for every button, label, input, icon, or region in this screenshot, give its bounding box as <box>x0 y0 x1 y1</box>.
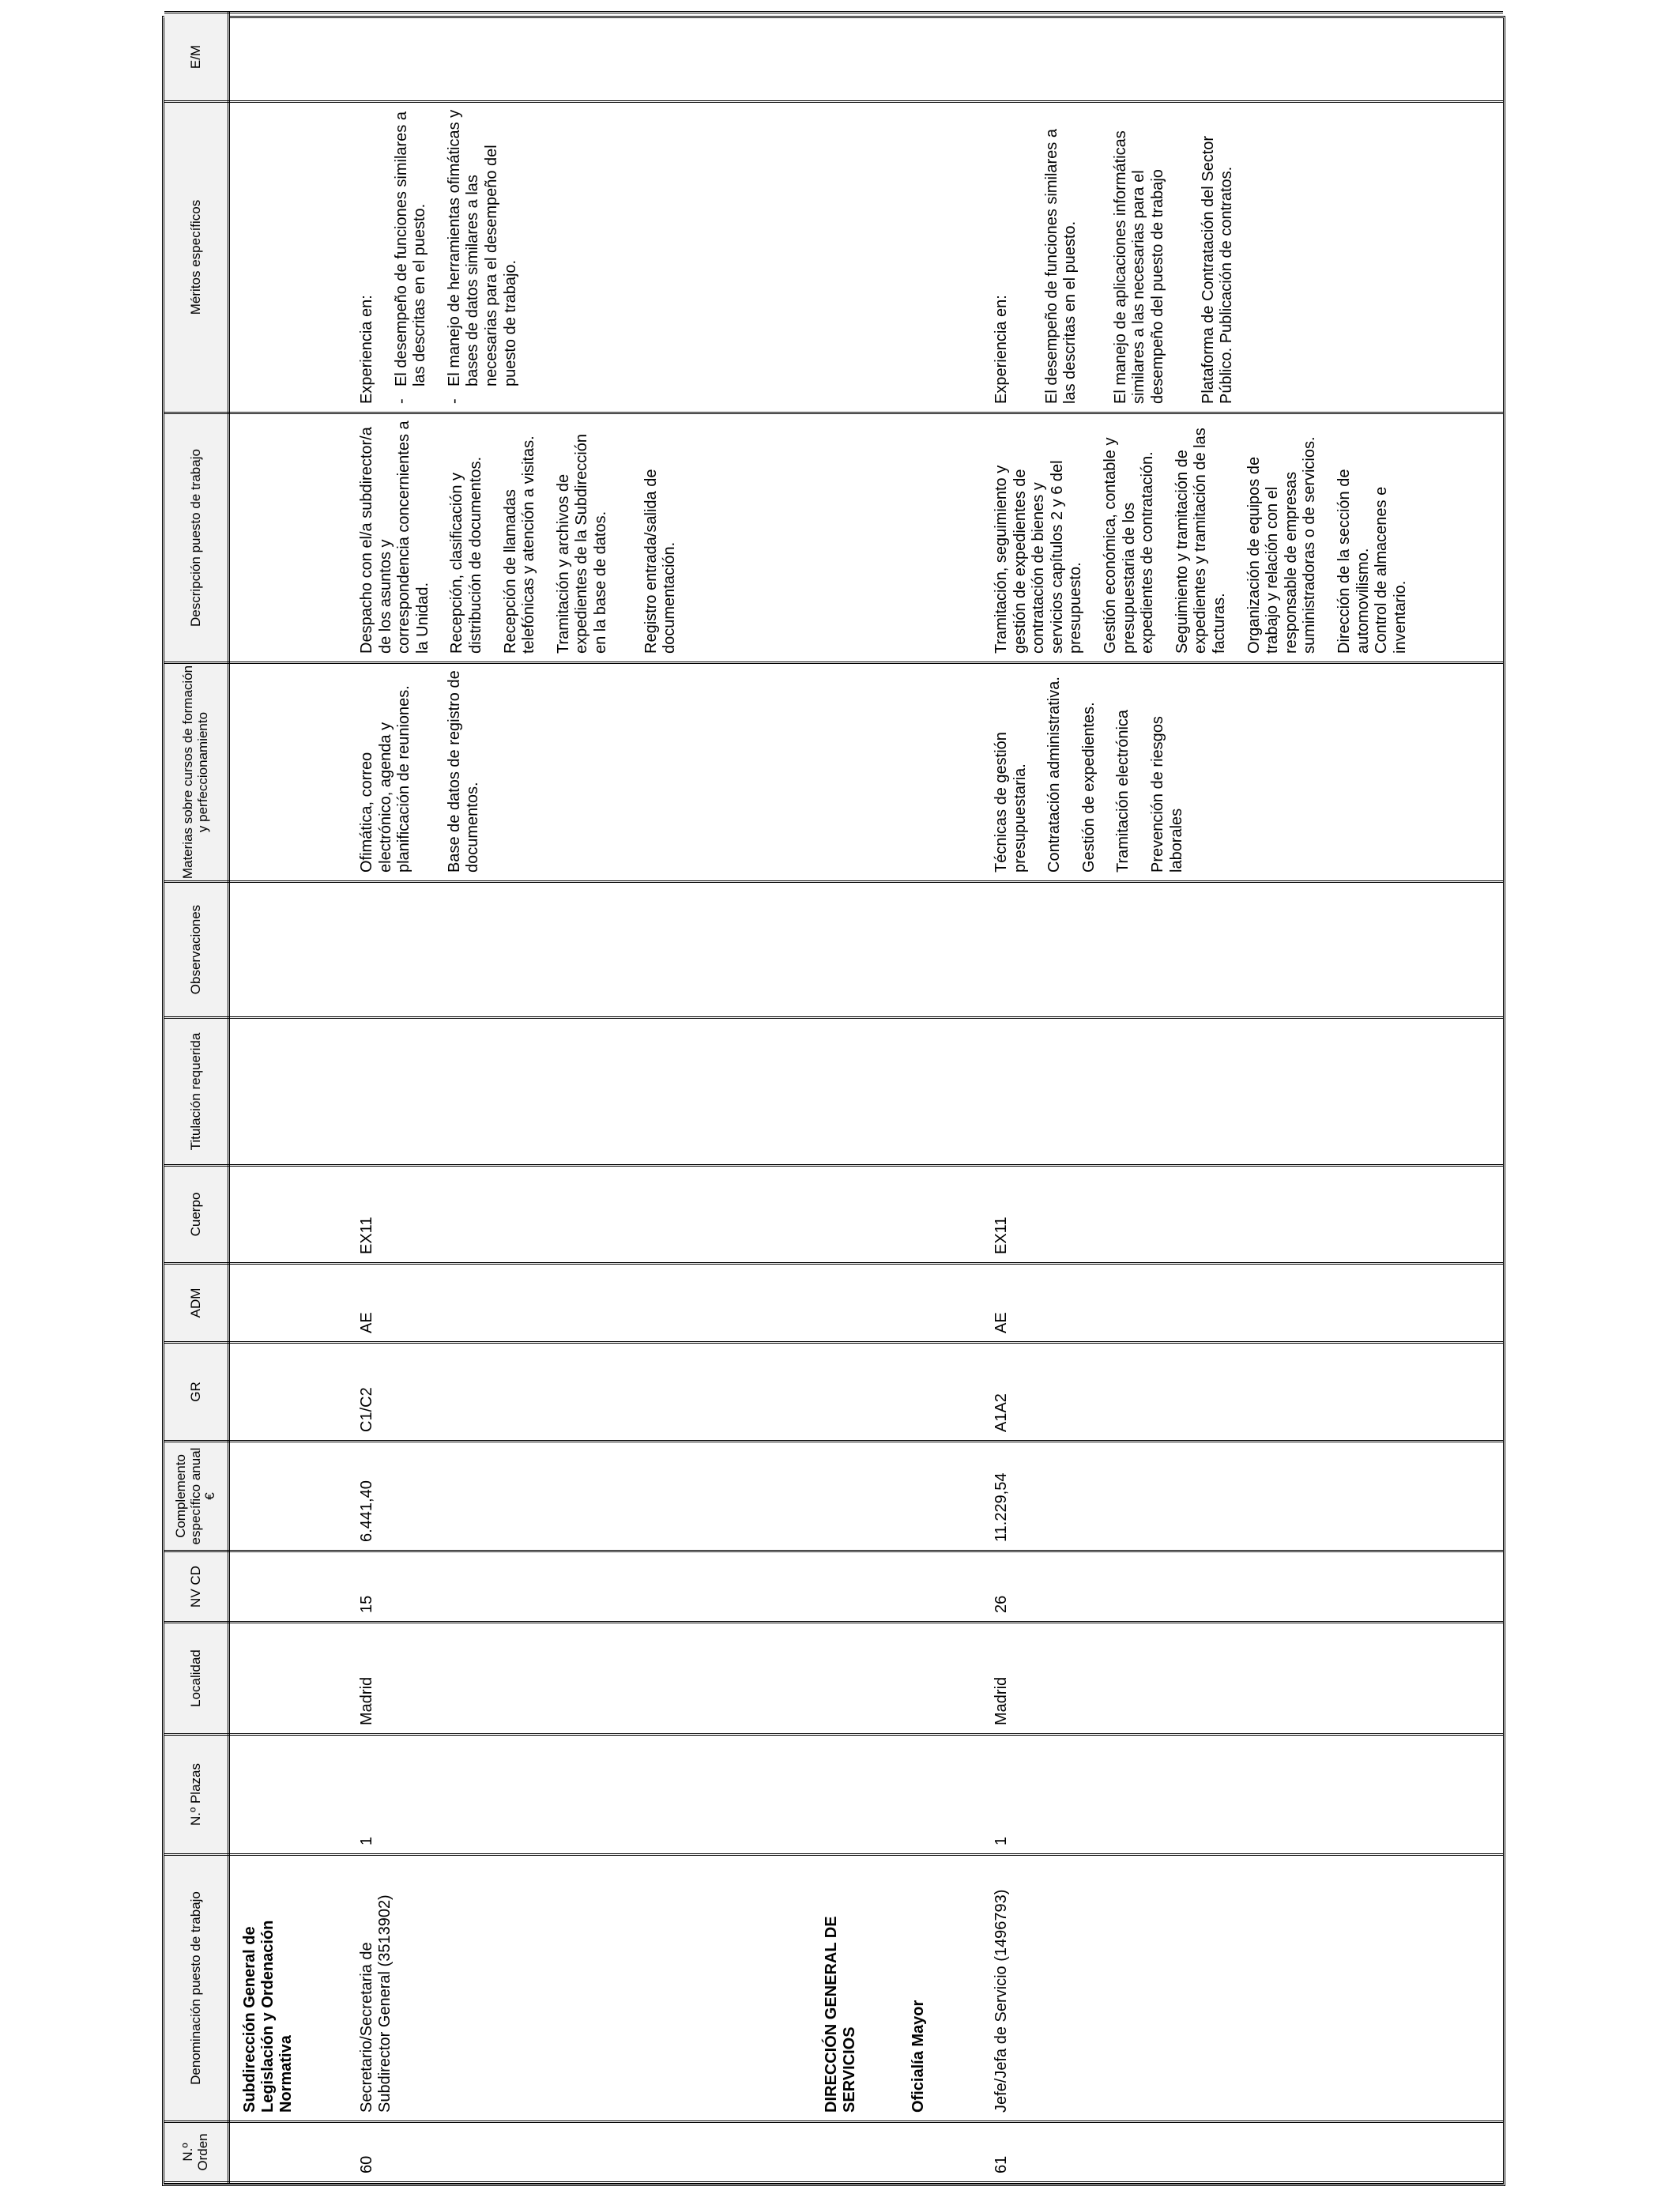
col-denominacion <box>229 1855 1504 2122</box>
header-denominacion: Denominación puesto de trabajo <box>164 1855 229 2122</box>
col-complemento <box>229 1442 1504 1551</box>
header-adm: ADM <box>164 1264 229 1343</box>
row60-denominacion: Secretario/Secretaria de Subdirector General (3513902) <box>358 1894 394 2113</box>
header-titulacion: Titulación requerida <box>164 1018 229 1166</box>
row61-desc-3: Seguimiento y tramitación de expedientes y tramitación de las facturas. <box>1173 428 1228 654</box>
row61-materia-3: Gestión de expedientes. <box>1079 702 1098 873</box>
row60-gr: C1/C2 <box>358 1387 375 1432</box>
row60-localidad: Madrid <box>358 1676 375 1725</box>
col-meritos <box>229 102 1504 413</box>
row60-merito-2: - El manejo de herramientas ofimáticas y bases de datos similares a las necesarias para el desempeño del puesto de trabajo. <box>445 109 519 404</box>
row61-desc-1: Tramitación, seguimiento y gestión de expedientes de contratación de bienes y servicios capítulos 2 y 6 del presupuesto. <box>993 460 1085 654</box>
header-em: E/M <box>164 13 229 102</box>
header-observaciones: Observaciones <box>164 882 229 1018</box>
row60-complemento: 6.441,40 <box>358 1480 375 1542</box>
row60-desc-3: Recepción de llamadas telefónicas y atención a visitas. <box>501 435 538 654</box>
row61-desc-5: Dirección de la sección de automovilismo. Control de almacenes e inventario. <box>1335 469 1409 654</box>
header-localidad: Localidad <box>164 1623 229 1735</box>
header-descripcion: Descripción puesto de trabajo <box>164 413 229 663</box>
row61-merito-1: El desempeño de funciones similares a las descritas en el puesto. <box>1042 129 1079 404</box>
col-adm <box>229 1264 1504 1343</box>
col-cuerpo <box>229 1166 1504 1264</box>
col-descripcion <box>229 413 1504 663</box>
col-gr <box>229 1343 1504 1442</box>
row61-descripcion <box>993 420 1410 654</box>
row60-materia-2: Base de datos de registro de documentos. <box>445 670 482 873</box>
row61-adm: AE <box>993 1312 1010 1333</box>
col-titulacion <box>229 1018 1504 1166</box>
header-gr: GR <box>164 1343 229 1442</box>
row61-merito-3: Plataforma de Contratación del Sector Público. Publicación de contratos. <box>1199 135 1236 404</box>
row60-materia-1: Ofimática, correo electrónico, agenda y planificación de reuniones. <box>358 685 413 873</box>
row61-localidad: Madrid <box>993 1676 1010 1725</box>
header-materias: Materias sobre cursos de formación y perfeccionamiento <box>164 663 229 882</box>
row60-descripcion <box>358 420 680 654</box>
row61-cuerpo: EX11 <box>993 1216 1010 1254</box>
header-plazas: N.º Plazas <box>164 1735 229 1855</box>
job-positions-table <box>164 11 1503 2184</box>
row60-desc-4: Tramitación y archivos de expedientes de la Subdirección en la base de datos. <box>554 434 609 654</box>
header-nvcd: NV CD <box>164 1551 229 1623</box>
section1-title: Subdirección General de Legislación y Ordenación Normativa <box>241 1920 295 2113</box>
row61-gr: A1A2 <box>993 1393 1010 1432</box>
row60-materias <box>358 670 483 873</box>
table-frame <box>162 16 1505 2186</box>
col-localidad <box>229 1623 1504 1735</box>
row60-orden: 60 <box>358 2155 375 2173</box>
table-body-row <box>229 13 1504 2183</box>
col-materias <box>229 663 1504 882</box>
row61-merito-2: El manejo de aplicaciones informáticas similares a las necesarias para el desempeño del puesto de trabajo <box>1111 130 1166 404</box>
col-orden <box>229 2122 1504 2183</box>
row61-meritos-intro: Experiencia en: <box>993 295 1010 404</box>
row60-nvcd: 15 <box>358 1595 375 1613</box>
row61-denominacion: Jefe/Jefa de Servicio (1496793) <box>993 1889 1010 2113</box>
row60-merito-1: - El desempeño de funciones similares a las descritas en el puesto. <box>392 111 429 404</box>
header-complemento: Complemento específico anual € <box>164 1442 229 1551</box>
row61-materias <box>993 670 1186 873</box>
row60-desc-2: Recepción, clasificación y distribución de documentos. <box>448 456 484 654</box>
row60-meritos <box>358 109 520 404</box>
row61-materia-5: Prevención de riesgos laborales <box>1148 716 1185 873</box>
row61-orden: 61 <box>993 2155 1010 2173</box>
row60-desc-1: Despacho con el/a subdirector/a de los asuntos y correspondencia concernientes a la Unidad. <box>358 420 431 654</box>
section2-title: DIRECCIÓN GENERAL DE SERVICIOS <box>823 1916 858 2113</box>
row60-meritos-intro: Experiencia en: <box>358 295 375 404</box>
header-meritos: Méritos específicos <box>164 102 229 413</box>
row60-cuerpo: EX11 <box>358 1216 375 1254</box>
row61-nvcd: 26 <box>993 1595 1010 1613</box>
col-plazas <box>229 1735 1504 1855</box>
row61-desc-2: Gestión económica, contable y presupuestaria de los expedientes de contratación. <box>1101 437 1157 654</box>
col-em <box>229 13 1504 102</box>
row61-materia-4: Tramitación electrónica <box>1114 709 1132 873</box>
row60-adm: AE <box>358 1312 375 1333</box>
row60-plazas: 1 <box>358 1836 375 1845</box>
row61-meritos <box>993 109 1237 404</box>
row61-plazas: 1 <box>993 1836 1010 1845</box>
row60-desc-5: Registro entrada/salida de documentación. <box>642 469 679 654</box>
table-header-row <box>164 13 229 2183</box>
row61-materia-1: Técnicas de gestión presupuestaria. <box>993 732 1029 873</box>
section2-subtitle: Oficialía Mayor <box>910 2000 927 2113</box>
col-observaciones <box>229 882 1504 1018</box>
row61-materia-2: Contratación administrativa. <box>1045 677 1064 873</box>
col-nvcd <box>229 1551 1504 1623</box>
header-orden: N.º Orden <box>164 2122 229 2183</box>
header-cuerpo: Cuerpo <box>164 1166 229 1264</box>
row61-desc-4: Organización de equipos de trabajo y relación con el responsable de empresas suministradoras o de servicios. <box>1245 436 1319 654</box>
row61-complemento: 11.229,54 <box>993 1472 1010 1542</box>
